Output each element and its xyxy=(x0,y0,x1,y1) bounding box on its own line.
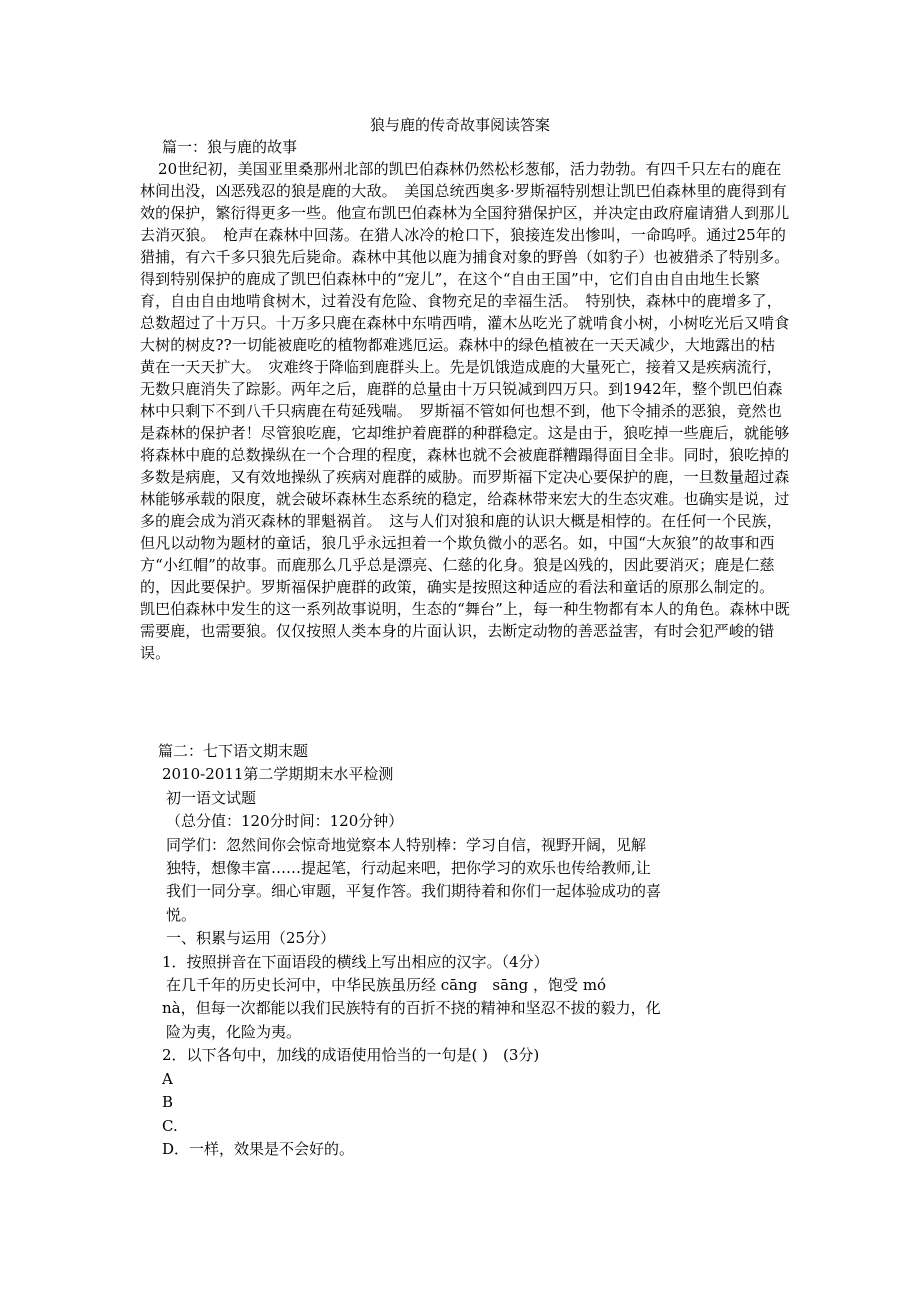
question-one-text-line: nà，但每一次都能以我们民族特有的百折不挠的精神和坚忍不拔的毅力，化 xyxy=(162,999,661,1018)
section-one xyxy=(140,136,797,664)
option-b: B xyxy=(162,1093,174,1112)
question-two: 2．以下各句中，加线的成语使用恰当的一句是( ) (3分) xyxy=(162,1046,540,1065)
exam-score-time: （总分值：120分时间：120分钟） xyxy=(166,812,404,831)
section-one-heading: 篇一：狼与鹿的故事 xyxy=(162,138,298,156)
exam-subject: 初一语文试题 xyxy=(166,788,257,807)
intro-line: 独特，想像丰富……提起笔，行动起来吧，把你学习的欢乐也传给教师,让 xyxy=(166,859,651,878)
option-a: A xyxy=(162,1069,173,1088)
intro-line: 同学们：忽然间你会惊奇地觉察本人特别棒：学习自信，视野开阔，见解 xyxy=(166,835,647,854)
question-one: 1．按照拼音在下面语段的横线上写出相应的汉字。（4分） xyxy=(162,952,549,971)
part-one-heading: 一、积累与运用（25分） xyxy=(166,929,336,948)
question-one-text-line: 在几千年的历史长河中，中华民族虽历经 cāng sāng ，饱受 mó xyxy=(166,976,607,995)
exam-name: 2010-2011第二学期期末水平检测 xyxy=(162,765,394,784)
section-two-heading: 篇二：七下语文期末题 xyxy=(158,742,309,760)
section-one-body: 20世纪初，美国亚里桑那州北部的凯巴伯森林仍然松杉葱郁，活力勃勃。有四千只左右的鹿在林间出没，凶恶残忍的狼是鹿的大敌。 美国总统西奥多·罗斯福特别想让凯巴伯森林里的鹿得到有效的保护，繁衍得更多一些。他宣布凯巴伯森林为全国狩猎保护区，并决定由政府雇请猎人到那儿去消灭狼。 枪声在森林中回荡。在猎人冰冷的枪口下，狼接连发出惨叫，一命呜呼。通过25年的猎捕，有六千多只狼先后毙命。森林中其他以鹿为捕食对象的野兽（如豹子）也被猎杀了特别多。 得到特别保护的鹿成了凯巴伯森林中的“宠儿”，在这个“自由王国”中，它们自由自由地生长繁育，自由自由地啃食树木，过着没有危险、食物充足的幸福生活。 特别快，森林中的鹿增多了，总数超过了十万只。十万多只鹿在森林中东啃西啃，灌木丛吃光了就啃食小树，小树吃光后又啃食大树的树皮??一切能被鹿吃的植物都难逃厄运。森林中的绿色植被在一天天减少，大地露出的枯黄在一天天扩大。 灾难终于降临到鹿群头上。先是饥饿造成鹿的大量死亡，接着又是疾病流行，无数只鹿消失了踪影。两年之后，鹿群的总量由十万只锐减到四万只。到1942年，整个凯巴伯森林中只剩下不到八千只病鹿在苟延残喘。 罗斯福不管如何也想不到，他下令捕杀的恶狼，竟然也是森林的保护者！尽管狼吃鹿，它却维护着鹿群的种群稳定。这是由于，狼吃掉一些鹿后，就能够将森林中鹿的总数操纵在一个合理的程度，森林也就不会被鹿群糟蹋得面目全非。同时，狼吃掉的多数是病鹿，又有效地操纵了疾病对鹿群的威胁。而罗斯福下定决心要保护的鹿，一旦数量超过森林能够承载的限度，就会破坏森林生态系统的稳定，给森林带来宏大的生态灾难。也确实是说，过多的鹿会成为消灭森林的罪魁祸首。 这与人们对狼和鹿的认识大概是相悖的。在任何一个民族，但凡以动物为题材的童话，狼几乎永远担着一个欺负微小的恶名。如，中国“大灰狼”的故事和西方“小红帽”的故事。而鹿那么几乎总是漂亮、仁慈的化身。狼是凶残的，因此要消灭；鹿是仁慈的，因此要保护。罗斯福保护鹿群的政策，确实是按照这种适应的看法和童话的原那么制定的。 凯巴伯森林中发生的这一系列故事说明，生态的“舞台”上，每一种生物都有本人的角色。森林中既需要鹿，也需要狼。仅仅按照人类本身的片面认识，去断定动物的善恶益害，有时会犯严峻的错误。 xyxy=(140,160,797,662)
option-d: D．一样，效果是不会好的。 xyxy=(162,1139,355,1158)
question-one-text-line: 险为夷，化险为夷。 xyxy=(166,1022,302,1041)
option-c: C. xyxy=(162,1116,178,1135)
document-title: 狼与鹿的传奇故事阅读答案 xyxy=(369,116,550,134)
intro-line: 我们一同分享。细心审题，平复作答。我们期待着和你们一起体验成功的喜 xyxy=(166,882,662,901)
section-two xyxy=(140,740,720,1161)
intro-line: 悦。 xyxy=(166,905,197,924)
